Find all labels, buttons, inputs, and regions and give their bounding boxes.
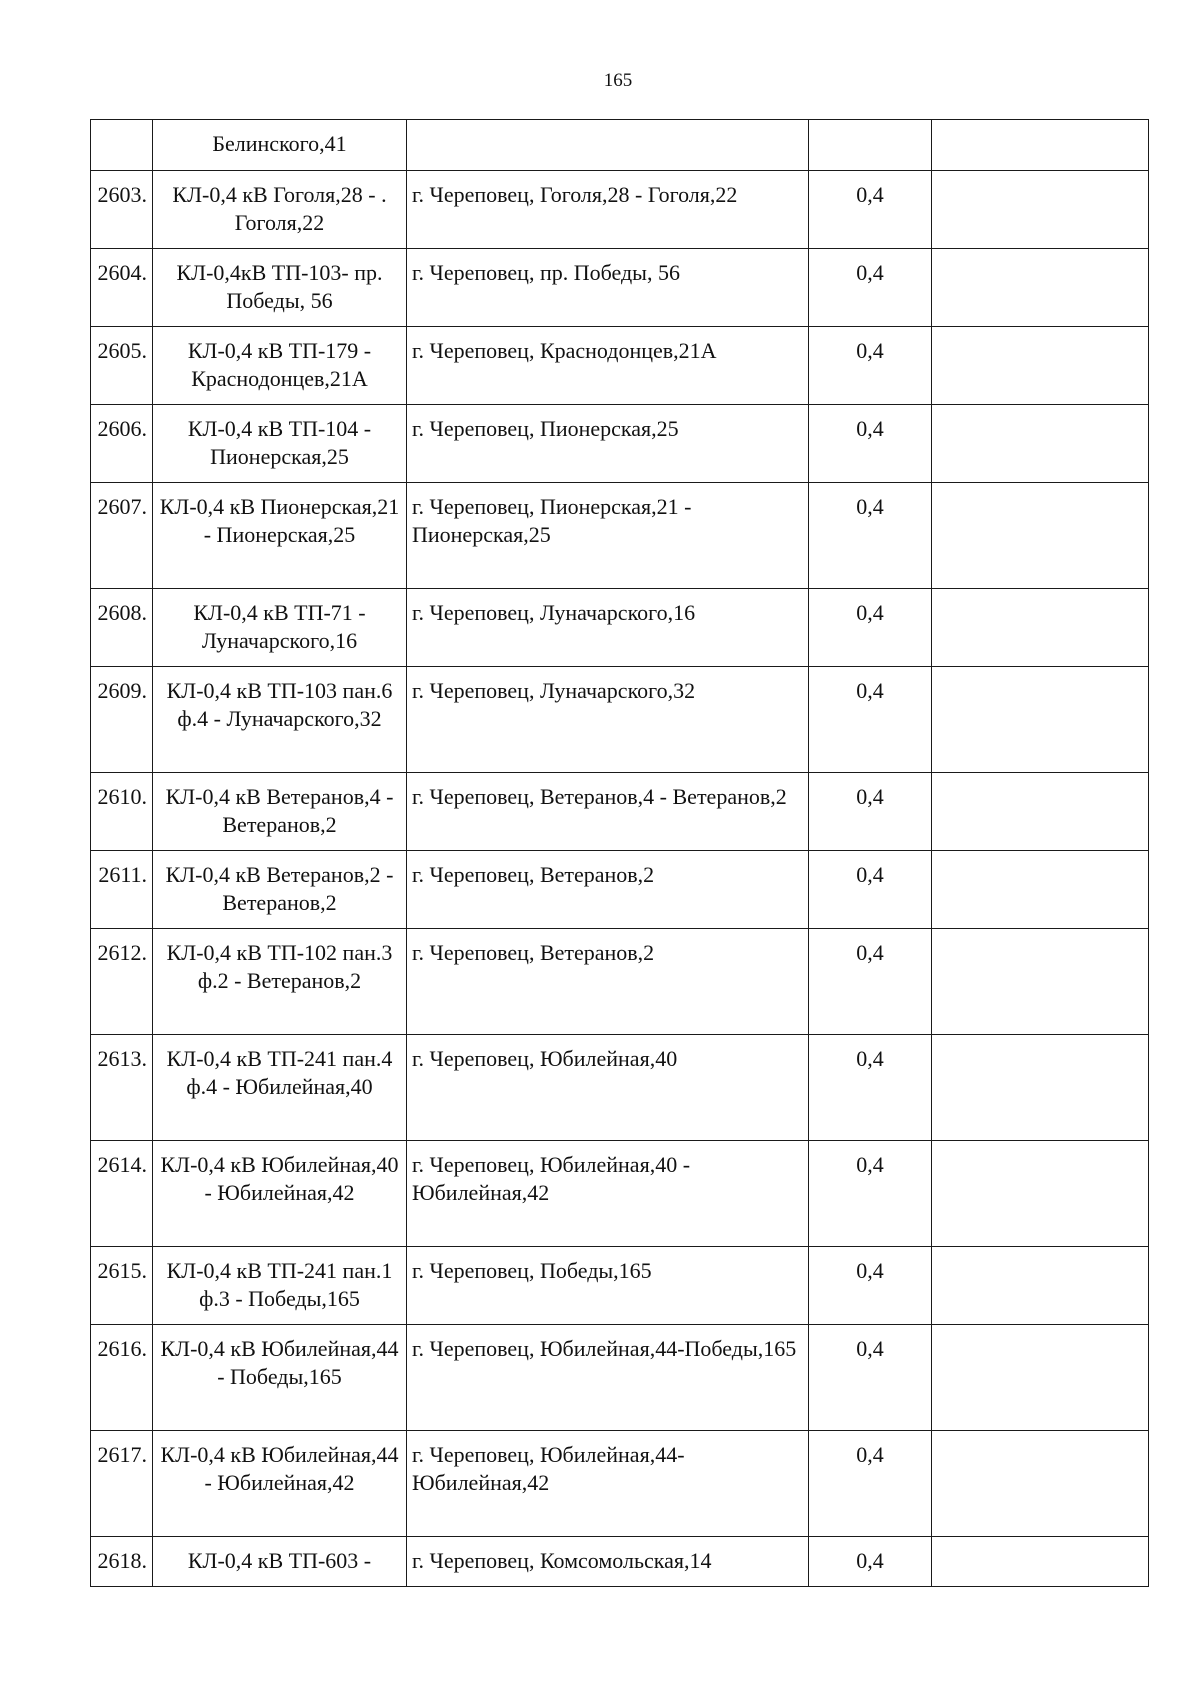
- empty-cell: [932, 851, 1149, 929]
- address-cell: г. Череповец, Пионерская,25: [407, 405, 809, 483]
- voltage-cell: 0,4: [809, 171, 932, 249]
- table-row: [91, 1431, 1149, 1537]
- address-cell: г. Череповец, Краснодонцев,21А: [407, 327, 809, 405]
- table-row: [91, 405, 1149, 483]
- empty-cell: [932, 589, 1149, 667]
- row-number-cell: 2603.: [91, 171, 153, 249]
- table-row: [91, 120, 1149, 171]
- row-number-cell: 2611.: [91, 851, 153, 929]
- empty-cell: [932, 483, 1149, 589]
- voltage-cell: 0,4: [809, 483, 932, 589]
- page-number: 165: [603, 70, 633, 91]
- line-name-cell: КЛ-0,4 кВ ТП-179 - Краснодонцев,21А: [153, 327, 407, 405]
- voltage-cell: 0,4: [809, 1247, 932, 1325]
- row-number-cell: 2609.: [91, 667, 153, 773]
- line-name-cell: КЛ-0,4 кВ ТП-241 пан.1 ф.3 - Победы,165: [153, 1247, 407, 1325]
- address-cell: г. Череповец, Луначарского,32: [407, 667, 809, 773]
- address-cell: [407, 120, 809, 171]
- empty-cell: [932, 1325, 1149, 1431]
- line-name-cell: КЛ-0,4 кВ ТП-603 -: [153, 1537, 407, 1587]
- table-row: [91, 483, 1149, 589]
- address-cell: г. Череповец, Пионерская,21 - Пионерская,25: [407, 483, 809, 589]
- voltage-cell: 0,4: [809, 589, 932, 667]
- row-number-cell: 2616.: [91, 1325, 153, 1431]
- empty-cell: [932, 1035, 1149, 1141]
- empty-cell: [932, 1537, 1149, 1587]
- line-name-cell: КЛ-0,4 кВ Юбилейная,44 - Победы,165: [153, 1325, 407, 1431]
- address-cell: г. Череповец, Луначарского,16: [407, 589, 809, 667]
- voltage-cell: 0,4: [809, 1035, 932, 1141]
- table-row: [91, 851, 1149, 929]
- line-name-cell: Белинского,41: [153, 120, 407, 171]
- table-row: [91, 1141, 1149, 1247]
- table-row: [91, 249, 1149, 327]
- voltage-cell: 0,4: [809, 851, 932, 929]
- table-row: [91, 1247, 1149, 1325]
- line-name-cell: КЛ-0,4 кВ ТП-103 пан.6 ф.4 - Луначарского,32: [153, 667, 407, 773]
- row-number-cell: 2612.: [91, 929, 153, 1035]
- address-cell: г. Череповец, Юбилейная,44-Юбилейная,42: [407, 1431, 809, 1537]
- line-name-cell: КЛ-0,4 кВ Пионерская,21 - Пионерская,25: [153, 483, 407, 589]
- row-number-cell: 2604.: [91, 249, 153, 327]
- row-number-cell: [91, 120, 153, 171]
- voltage-cell: 0,4: [809, 249, 932, 327]
- address-cell: г. Череповец, Ветеранов,2: [407, 929, 809, 1035]
- row-number-cell: 2618.: [91, 1537, 153, 1587]
- empty-cell: [932, 1141, 1149, 1247]
- line-name-cell: КЛ-0,4 кВ Ветеранов,2 - Ветеранов,2: [153, 851, 407, 929]
- line-name-cell: КЛ-0,4кВ ТП-103- пр. Победы, 56: [153, 249, 407, 327]
- line-name-cell: КЛ-0,4 кВ ТП-104 - Пионерская,25: [153, 405, 407, 483]
- line-name-cell: КЛ-0,4 кВ Гоголя,28 - . Гоголя,22: [153, 171, 407, 249]
- voltage-cell: 0,4: [809, 327, 932, 405]
- address-cell: г. Череповец, Гоголя,28 - Гоголя,22: [407, 171, 809, 249]
- line-name-cell: КЛ-0,4 кВ ТП-71 - Луначарского,16: [153, 589, 407, 667]
- line-name-cell: КЛ-0,4 кВ ТП-102 пан.3 ф.2 - Ветеранов,2: [153, 929, 407, 1035]
- table-row: [91, 327, 1149, 405]
- address-cell: г. Череповец, Ветеранов,4 - Ветеранов,2: [407, 773, 809, 851]
- line-name-cell: КЛ-0,4 кВ Юбилейная,44 - Юбилейная,42: [153, 1431, 407, 1537]
- empty-cell: [932, 249, 1149, 327]
- table-row: [91, 1537, 1149, 1587]
- address-cell: г. Череповец, Юбилейная,40 - Юбилейная,42: [407, 1141, 809, 1247]
- empty-cell: [932, 327, 1149, 405]
- address-cell: г. Череповец, Ветеранов,2: [407, 851, 809, 929]
- row-number-cell: 2617.: [91, 1431, 153, 1537]
- registry-table: [90, 119, 1149, 1587]
- table-row: [91, 1325, 1149, 1431]
- address-cell: г. Череповец, Юбилейная,40: [407, 1035, 809, 1141]
- empty-cell: [932, 1247, 1149, 1325]
- row-number-cell: 2615.: [91, 1247, 153, 1325]
- table-row: [91, 773, 1149, 851]
- empty-cell: [932, 1431, 1149, 1537]
- table-row: [91, 589, 1149, 667]
- empty-cell: [932, 171, 1149, 249]
- voltage-cell: 0,4: [809, 405, 932, 483]
- voltage-cell: 0,4: [809, 1141, 932, 1247]
- voltage-cell: 0,4: [809, 1537, 932, 1587]
- voltage-cell: 0,4: [809, 667, 932, 773]
- line-name-cell: КЛ-0,4 кВ ТП-241 пан.4 ф.4 - Юбилейная,40: [153, 1035, 407, 1141]
- row-number-cell: 2613.: [91, 1035, 153, 1141]
- address-cell: г. Череповец, Юбилейная,44-Победы,165: [407, 1325, 809, 1431]
- voltage-cell: [809, 120, 932, 171]
- voltage-cell: 0,4: [809, 929, 932, 1035]
- table-row: [91, 171, 1149, 249]
- row-number-cell: 2610.: [91, 773, 153, 851]
- line-name-cell: КЛ-0,4 кВ Ветеранов,4 - Ветеранов,2: [153, 773, 407, 851]
- table-row: [91, 1035, 1149, 1141]
- row-number-cell: 2605.: [91, 327, 153, 405]
- empty-cell: [932, 929, 1149, 1035]
- row-number-cell: 2607.: [91, 483, 153, 589]
- address-cell: г. Череповец, пр. Победы, 56: [407, 249, 809, 327]
- voltage-cell: 0,4: [809, 1325, 932, 1431]
- row-number-cell: 2608.: [91, 589, 153, 667]
- table-row: [91, 929, 1149, 1035]
- empty-cell: [932, 773, 1149, 851]
- voltage-cell: 0,4: [809, 773, 932, 851]
- row-number-cell: 2614.: [91, 1141, 153, 1247]
- address-cell: г. Череповец, Комсомольская,14: [407, 1537, 809, 1587]
- line-name-cell: КЛ-0,4 кВ Юбилейная,40 - Юбилейная,42: [153, 1141, 407, 1247]
- voltage-cell: 0,4: [809, 1431, 932, 1537]
- empty-cell: [932, 667, 1149, 773]
- table-row: [91, 667, 1149, 773]
- address-cell: г. Череповец, Победы,165: [407, 1247, 809, 1325]
- empty-cell: [932, 120, 1149, 171]
- row-number-cell: 2606.: [91, 405, 153, 483]
- registry-table-body: [91, 120, 1149, 1587]
- empty-cell: [932, 405, 1149, 483]
